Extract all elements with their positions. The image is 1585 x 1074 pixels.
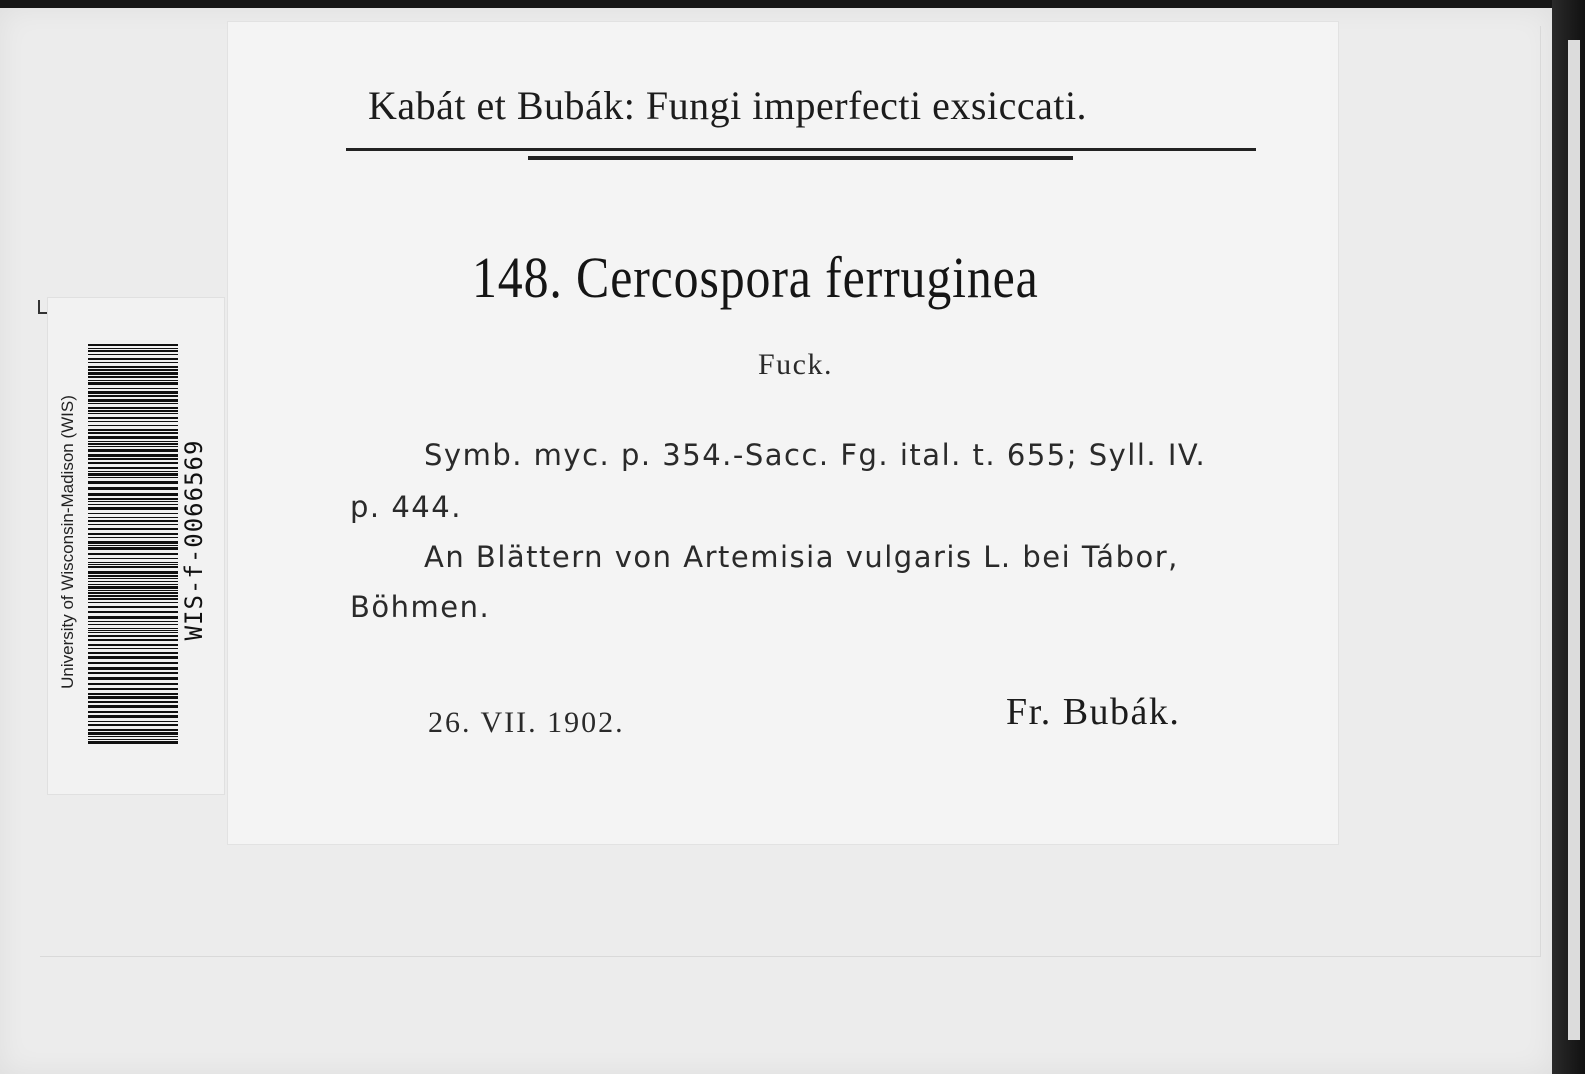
barcode-bar xyxy=(88,611,178,613)
barcode-bar xyxy=(88,662,178,664)
barcode-bar xyxy=(88,413,178,414)
barcode-bar xyxy=(88,473,178,476)
barcode-bar xyxy=(88,441,178,442)
barcode-bar xyxy=(88,639,178,641)
barcode-bar xyxy=(88,410,178,412)
barcode-bar xyxy=(88,362,178,363)
locality-line: An Blättern von Artemisia vulgaris L. bei Tábor, xyxy=(424,540,1179,574)
barcode-bar xyxy=(88,358,178,360)
barcode-bar xyxy=(88,586,178,589)
locality-line-continued: Böhmen. xyxy=(350,590,491,624)
barcode-bar xyxy=(88,395,178,397)
barcode-bar xyxy=(88,566,178,568)
barcode-bar xyxy=(88,721,178,722)
barcode-bar xyxy=(88,517,178,518)
barcode-bar xyxy=(88,688,178,690)
barcode-bar xyxy=(88,711,178,713)
barcode-bar xyxy=(88,732,178,735)
barcode-bar xyxy=(88,498,178,500)
barcode-bar xyxy=(88,429,178,431)
barcode-bar xyxy=(88,696,178,699)
barcode-bar xyxy=(88,366,178,368)
barcode-bar xyxy=(88,652,178,654)
barcode-bar xyxy=(88,446,178,447)
barcode-bar xyxy=(88,372,178,375)
barcode-bar xyxy=(88,449,178,452)
barcode-bar xyxy=(88,667,178,670)
barcode-bar xyxy=(88,736,178,737)
barcode-bar xyxy=(88,487,178,490)
barcode-bar xyxy=(88,701,178,703)
barcode-bar xyxy=(88,739,178,740)
exsiccata-label xyxy=(228,22,1338,844)
barcode-bar xyxy=(88,524,178,525)
species-author: Fuck. xyxy=(758,348,833,381)
barcode-bar xyxy=(88,399,178,402)
barcode-bar xyxy=(88,388,178,389)
barcode-bar xyxy=(88,592,178,594)
barcode-bar xyxy=(88,528,178,530)
institution-name: University of Wisconsin-Madison (WIS) xyxy=(58,395,77,689)
barcode-bar xyxy=(88,436,178,439)
barcode-bar xyxy=(88,537,178,538)
barcode-bar xyxy=(88,729,178,731)
barcode-bar xyxy=(88,382,178,385)
barcode-bar xyxy=(88,715,178,718)
barcode-bar xyxy=(88,632,178,633)
barcode-bar xyxy=(88,501,178,502)
title-rule-bottom xyxy=(528,156,1073,160)
catalog-number: WIS-f-0066569 xyxy=(180,439,208,641)
barcode-bar xyxy=(88,635,178,637)
barcode-bar xyxy=(88,354,178,355)
barcode-bar xyxy=(88,624,178,625)
barcode-icon xyxy=(88,344,178,744)
collection-date: 26. VII. 1902. xyxy=(428,706,625,739)
barcode-bar xyxy=(88,504,178,505)
barcode-bar xyxy=(88,376,178,378)
barcode-bar xyxy=(88,417,178,419)
barcode-bar xyxy=(88,621,178,622)
barcode-bar xyxy=(88,590,178,591)
barcode-bar xyxy=(88,553,178,555)
barcode-bar xyxy=(88,467,178,469)
barcode-tag xyxy=(48,298,224,794)
species-title: 148. Cercospora ferruginea xyxy=(472,245,1039,310)
barcode-bar xyxy=(88,724,178,726)
barcode-bar xyxy=(88,507,178,510)
barcode-bar xyxy=(88,403,178,404)
scan-edge-paper xyxy=(1568,40,1580,1040)
barcode-bar xyxy=(88,741,178,744)
barcode-bar xyxy=(88,481,178,484)
barcode-bar xyxy=(88,350,178,352)
barcode-bar xyxy=(88,493,178,496)
barcode-bar xyxy=(88,432,178,434)
barcode-bar xyxy=(88,391,178,394)
barcode-bar xyxy=(88,407,178,409)
barcode-bar xyxy=(88,533,178,535)
barcode-bar xyxy=(88,545,178,546)
barcode-bar xyxy=(88,616,178,619)
barcode-bar xyxy=(88,462,178,464)
barcode-bar xyxy=(88,672,178,674)
barcode-bar xyxy=(88,458,178,460)
barcode-bar xyxy=(88,443,178,445)
barcode-bar xyxy=(88,693,178,695)
barcode-bar xyxy=(88,421,178,422)
barcode-bar xyxy=(88,348,178,349)
barcode-bar xyxy=(88,513,178,514)
barcode-bar xyxy=(88,454,178,457)
title-rule-top xyxy=(346,148,1256,151)
barcode-bar xyxy=(88,477,178,478)
barcode-bar xyxy=(88,648,178,649)
barcode-bar xyxy=(88,564,178,565)
barcode-bar xyxy=(88,344,178,346)
barcode-bar xyxy=(88,644,178,646)
reference-line-continued: p. 444. xyxy=(350,490,462,524)
collector-name: Fr. Bubák. xyxy=(1006,691,1181,733)
barcode-bar xyxy=(88,571,178,574)
barcode-bar xyxy=(88,380,178,381)
barcode-bar xyxy=(88,584,178,585)
barcode-bar xyxy=(88,558,178,559)
barcode-bar xyxy=(88,598,178,600)
series-title: Kabát et Bubák: Fungi imperfecti exsiccati. xyxy=(368,83,1088,128)
barcode-bar xyxy=(88,628,178,629)
barcode-bar xyxy=(88,656,178,659)
barcode-bar xyxy=(88,541,178,544)
barcode-bar xyxy=(88,471,178,472)
barcode-bar xyxy=(88,369,178,371)
barcode-bar xyxy=(88,683,178,685)
barcode-bar xyxy=(88,630,178,631)
barcode-bar xyxy=(88,425,178,426)
barcode-bar xyxy=(88,581,178,582)
barcode-bar xyxy=(88,602,178,603)
barcode-bar xyxy=(88,606,178,608)
barcode-bar xyxy=(88,578,178,579)
barcode-bar xyxy=(88,595,178,597)
reference-line: Symb. myc. p. 354.-Sacc. Fg. ital. t. 655; Syll. IV. xyxy=(424,438,1207,472)
barcode-bar xyxy=(88,677,178,680)
barcode-bar xyxy=(88,705,178,708)
barcode-bar xyxy=(88,562,178,563)
barcode-bar xyxy=(88,575,178,577)
barcode-bar xyxy=(88,520,178,522)
barcode-bar xyxy=(88,547,178,550)
